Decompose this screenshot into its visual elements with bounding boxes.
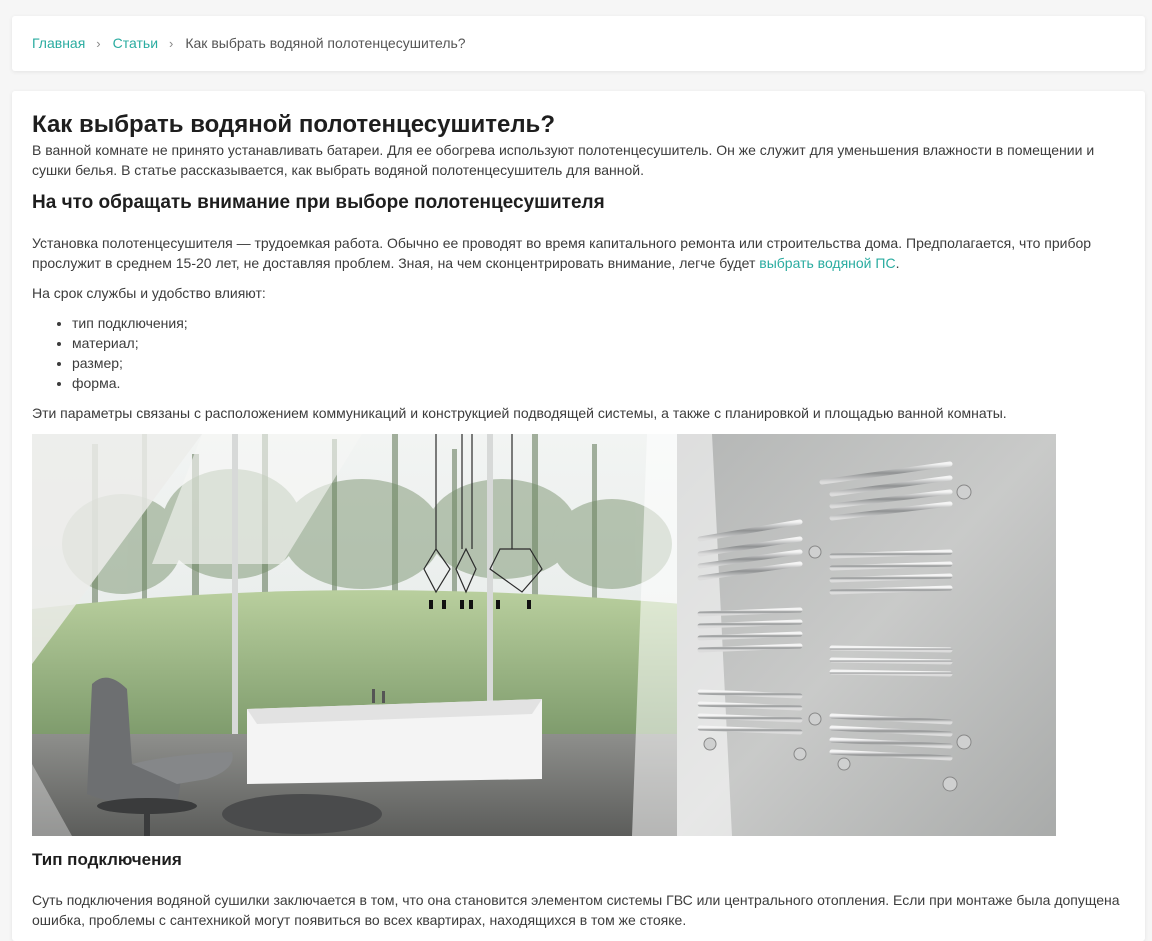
breadcrumb-link-home[interactable]: Главная — [32, 35, 86, 51]
list-item: • размер; — [72, 353, 188, 373]
breadcrumb-separator-icon: › — [96, 36, 101, 51]
factors-summary: Эти параметры связаны с расположением коммуникаций и конструкцией подводящей системы, а также с планировкой и площадью ванной комнаты. — [32, 405, 1007, 421]
section-heading-connection-type: Тип подключения — [32, 850, 182, 869]
breadcrumb-separator-icon: › — [169, 36, 174, 51]
intro-paragraph: В ванной комнате не принято устанавливать батареи. Для ее обогрева используют полотенцесушитель. Он же служит для уменьшения влажности в помещении и сушки белья. В статье рассказывается, как выбрать водяной полотенцесушитель для ванной. — [32, 142, 1095, 178]
factors-lead: На срок службы и удобство влияют: — [32, 285, 266, 301]
bathroom-towel-dryer-image — [32, 434, 1056, 836]
choose-water-towel-dryer-link[interactable]: выбрать водяной ПС — [759, 255, 896, 271]
breadcrumb-link-articles[interactable]: Статьи — [112, 35, 159, 51]
installation-text: Установка полотенцесушителя — трудоемкая работа. Обычно ее проводят во время капитального ремонта или строительства дома. Предполагается, что прибор прослужит в среднем 15-20 лет, не доставляя проблем. Зная, на чем сконцентрировать внимание, легче будет — [32, 235, 1092, 271]
installation-text-end: . — [895, 255, 900, 271]
list-item: • материал; — [72, 333, 188, 353]
breadcrumb-current: Как выбрать водяной полотенцесушитель? — [185, 35, 466, 51]
breadcrumb-card — [12, 16, 1145, 71]
section-heading-choice: На что обращать внимание при выборе полотенцесушителя — [32, 192, 605, 213]
connection-type-paragraph: Суть подключения водяной сушилки заключается в том, что она становится элементом системы ГВС или центрального отопления. Если при монтаже была допущена ошибка, проблемы с сантехникой могут появиться во всех квартирах, находящихся в том же стояке. — [32, 892, 1120, 928]
factors-list — [32, 313, 188, 393]
breadcrumb — [32, 35, 466, 52]
article-card — [12, 91, 1145, 941]
page-title: Как выбрать водяной полотенцесушитель? — [32, 111, 555, 138]
installation-paragraph — [32, 233, 1127, 273]
list-item: • тип подключения; — [72, 313, 188, 333]
list-item: • форма. — [72, 373, 188, 393]
